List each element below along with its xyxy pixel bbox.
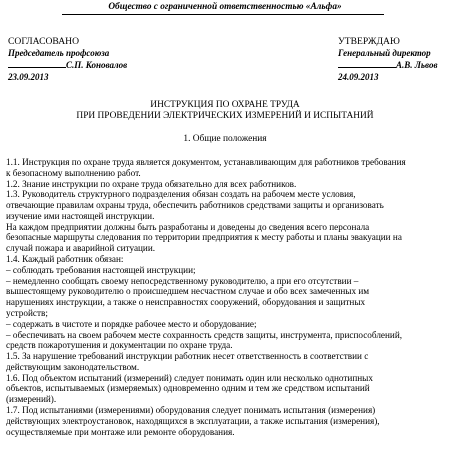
body-line: безопасные маршруты следования по территории предприятия к месту работы и планы эвакуации на — [6, 232, 402, 243]
approval-approved-signature: А.В. Львов — [396, 60, 438, 71]
body-line: – немедленно сообщать своему непосредственному руководителю, а при его отсутствии – — [6, 275, 359, 286]
body-line: – обеспечивать на своем рабочем месте сохранность средств защиты, инструмента, приспособлений, — [6, 329, 403, 340]
body-line: 1.3. Руководитель структурного подразделения обязан создать на рабочем месте условия, — [6, 189, 356, 200]
body-line: изучение ими настоящей инструкции. — [6, 210, 155, 221]
approval-approved-caption: УТВЕРЖДАЮ — [338, 36, 400, 47]
body-line: объектов, испытываемых (измеряемых) одновременно одним и тем же средством испытаний — [6, 383, 370, 394]
body-line: На каждом предприятии должны быть разработаны и доведены до сведения всего персонала — [6, 221, 370, 232]
signature-blank — [338, 59, 396, 68]
body-line: нарушениях инструкции, а также о неисправностях сооружений, оборудования и защитных — [6, 297, 366, 308]
approval-agreed-caption: СОГЛАСОВАНО — [8, 36, 80, 47]
body-line: 1.4. Каждый работник обязан: — [6, 254, 124, 265]
body-line: действующим законодательством. — [6, 361, 140, 372]
body-line: случай пожара и аварийной ситуации. — [6, 243, 156, 254]
approval-agreed-signature: С.П. Коновалов — [66, 60, 128, 71]
approval-approved-block — [338, 36, 437, 84]
body-line: осуществляемые при монтаже или ремонте оборудования. — [6, 426, 235, 437]
organization-name: Общество с ограниченной ответственностью «Альфа» — [108, 2, 342, 12]
document-title-line-2: ПРИ ПРОВЕДЕНИИ ЭЛЕКТРИЧЕСКИХ ИЗМЕРЕНИЙ И ИСПЫТАНИЙ — [76, 111, 374, 122]
body-line: (измерений). — [6, 394, 57, 405]
approval-agreed-role: Председатель профсоюза — [8, 47, 110, 58]
approval-agreed-date: 23.09.2013 — [8, 72, 49, 83]
body-line: 1.6. Под объектом испытаний (измерений) следует понимать один или несколько однотипных — [6, 372, 373, 383]
signature-blank — [8, 59, 66, 68]
approval-agreed-signature-line — [8, 59, 127, 72]
body-line: устройств; — [6, 307, 48, 318]
approval-approved-date: 24.09.2013 — [338, 72, 379, 83]
document-body — [6, 157, 446, 437]
approval-approved-role: Генеральный директор — [338, 47, 431, 58]
body-line: 1.5. За нарушение требований инструкции работник несет ответственность в соответствии с — [6, 351, 369, 362]
body-line: 1.2. Знание инструкции по охране труда обязательно для всех работников. — [6, 178, 297, 189]
document-title-line-1: ИНСТРУКЦИЯ ПО ОХРАНЕ ТРУДА — [150, 100, 300, 110]
section-heading: 1. Общие положения — [183, 134, 267, 144]
body-line: к безопасному выполнению работ. — [6, 167, 141, 178]
body-line: 1.1. Инструкция по охране труда является документом, устанавливающим для работников требования — [6, 157, 406, 167]
body-line: – соблюдать требования настоящей инструкции; — [6, 264, 196, 275]
approval-agreed-block — [8, 36, 127, 84]
organization-underline — [62, 14, 384, 15]
body-line: – содержать в чистоте и порядке рабочее место и оборудование; — [6, 318, 257, 329]
body-line: отвечающие правилам охраны труда, обеспечить работников средствами защиты и организовать — [6, 200, 384, 211]
approval-approved-signature-line — [338, 59, 437, 72]
body-line: вышестоящему руководителю о происшедшем несчастном случае и обо всех замеченных им — [6, 286, 370, 297]
body-line: средств пожаротушения и документации по охране труда. — [6, 340, 233, 351]
body-line: действующих электроустановок, находящихся в эксплуатации, а также испытания (измерения), — [6, 415, 380, 426]
body-line: 1.7. Под испытаниями (измерениями) оборудования следует понимать испытания (измерения) — [6, 404, 376, 415]
document-title — [0, 100, 450, 123]
